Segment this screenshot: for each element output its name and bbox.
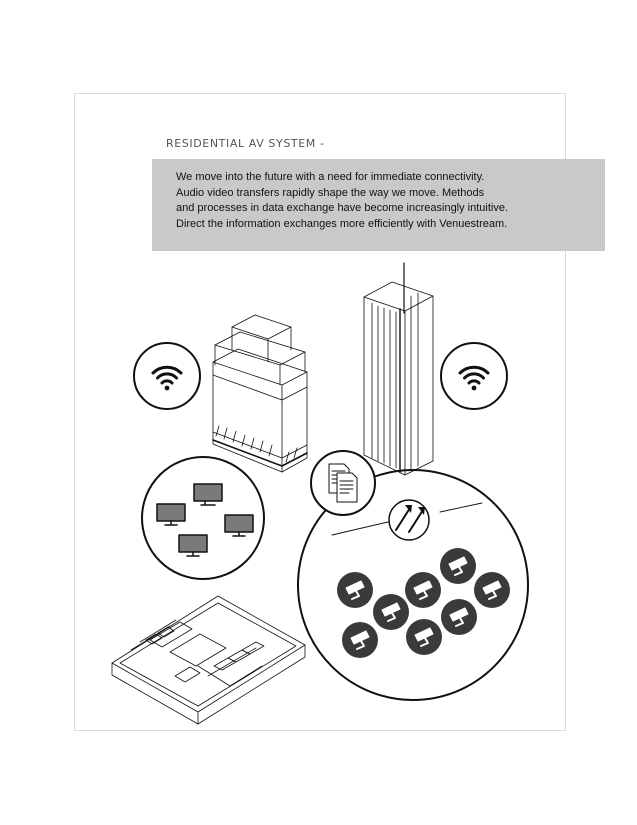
wifi-icon: [460, 367, 488, 390]
intro-line-2: Audio video transfers rapidly shape the way we move. Methods: [176, 186, 485, 199]
displays-circle: [142, 457, 264, 579]
security-camera-icon: [405, 572, 441, 608]
monitor-icon: [225, 515, 253, 536]
intro-line-1: We move into the future with a need for immediate connectivity.: [176, 171, 485, 183]
documents-circle: [311, 451, 375, 515]
security-camera-icon: [474, 572, 510, 608]
intro-line-4: Direct the information exchanges more efficiently with Venuestream.: [176, 217, 508, 230]
monitor-icon: [194, 484, 222, 505]
tower-building-drawing: [364, 263, 433, 475]
security-camera-icon: [342, 622, 378, 658]
intro-line-3: and processes in data exchange have become increasingly intuitive.: [176, 202, 509, 214]
security-camera-icon: [440, 548, 476, 584]
security-camera-icon: [441, 599, 477, 635]
security-camera-icon: [337, 572, 373, 608]
security-camera-icon: [406, 619, 442, 655]
floor-plan-drawing: [112, 596, 305, 724]
page-title: RESIDENTIAL AV SYSTEM -: [166, 137, 325, 150]
wifi-left-circle: [134, 343, 200, 409]
monitor-icon: [157, 504, 185, 525]
midrise-building-drawing: [213, 315, 307, 472]
wifi-icon: [153, 367, 181, 390]
wifi-right-circle: [441, 343, 507, 409]
monitor-icon: [179, 535, 207, 556]
bidirectional-arrows-icon: [389, 500, 429, 540]
security-camera-icon: [373, 594, 409, 630]
